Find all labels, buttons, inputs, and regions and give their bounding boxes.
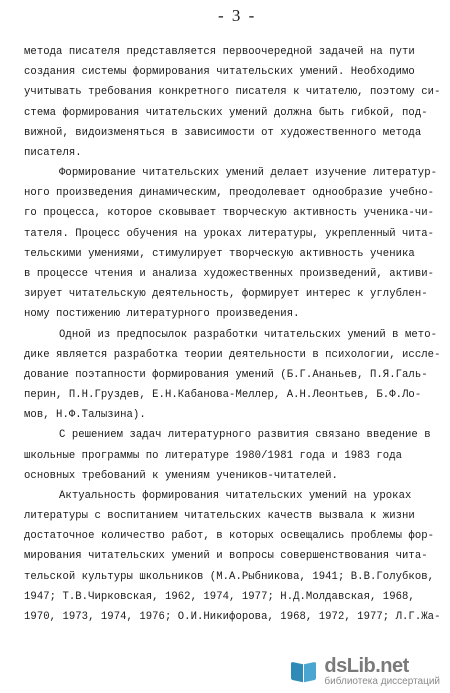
text-line: мирования читательских умений и вопросы совершенствования чита- — [24, 550, 428, 562]
text-line: Актуальность формирования читательских умений на уроках — [59, 490, 412, 502]
text-line: создания системы формирования читательских умений. Необходимо — [24, 66, 415, 78]
book-logo-icon — [290, 659, 318, 685]
text-line: С решением задач литературного развития связано введение в — [59, 429, 431, 441]
text-line: перин, П.Н.Груздев, Е.Н.Кабанова-Меллер, А.Н.Леонтьев, Б.Ф.Ло- — [24, 389, 422, 401]
watermark — [290, 656, 440, 687]
text-line: тельскими умениями, стимулирует творческую активность ученика — [24, 248, 415, 260]
text-line: го процесса, которое сковывает творческую активность ученика-чи- — [24, 207, 435, 219]
text-line: учитывать требования конкретного писателя к читателю, поэтому си- — [24, 86, 441, 98]
text-line: метода писателя представляется первоочередной задачей на пути — [24, 46, 415, 58]
text-line: писателя. — [24, 147, 82, 159]
watermark-text — [324, 656, 440, 687]
text-line: ному постижению литературного произведения. — [24, 308, 300, 320]
text-line: литературы с воспитанием читательских качеств вызвала к жизни — [24, 510, 415, 522]
text-line: зирует читательскую деятельность, формирует интерес к углублен- — [24, 288, 428, 300]
text-line: мов, Н.Ф.Талызина). — [24, 409, 146, 421]
text-line: в процессе чтения и анализа художественных произведений, активи- — [24, 268, 435, 280]
text-line: дование поэтапности формирования умений (Б.Г.Ананьев, П.Я.Галь- — [24, 369, 428, 381]
text-line: ного произведения динамическим, преодолевает однообразие учебно- — [24, 187, 435, 199]
text-line: вижной, видоизменяться в зависимости от художественного метода — [24, 127, 422, 139]
text-line: 1947; Т.В.Чирковская, 1962, 1974, 1977; Н.Д.Молдавская, 1968, — [24, 591, 415, 603]
watermark-subtitle: библиотека диссертаций — [324, 676, 440, 687]
text-line: дике является разработка теории деятельности в психологии, иссле- — [24, 349, 441, 361]
text-line: достаточное количество работ, в которых освещались проблемы фор- — [24, 530, 435, 542]
text-line: Формирование читательских умений делает изучение литератур- — [59, 167, 438, 179]
text-line: тателя. Процесс обучения на уроках литературы, укрепленный чита- — [24, 228, 435, 240]
text-line: стема формирования читательских умений должна быть гибкой, под- — [24, 107, 428, 119]
text-line: основных требований к умениям учеников-читателей. — [24, 470, 338, 482]
page-number: - 3 - — [218, 6, 257, 25]
watermark-brand: dsLib.net — [324, 655, 409, 677]
text-line: Одной из предпосылок разработки читательских умений в мето- — [59, 329, 438, 341]
text-line: тельской культуры школьников (М.А.Рыбникова, 1941; В.В.Голубков, — [24, 571, 435, 583]
text-line: 1970, 1973, 1974, 1976; О.И.Никифорова, 1968, 1972, 1977; Л.Г.Жа- — [24, 611, 441, 623]
text-line: школьные программы по литературе 1980/1981 года и 1983 года — [24, 450, 403, 462]
